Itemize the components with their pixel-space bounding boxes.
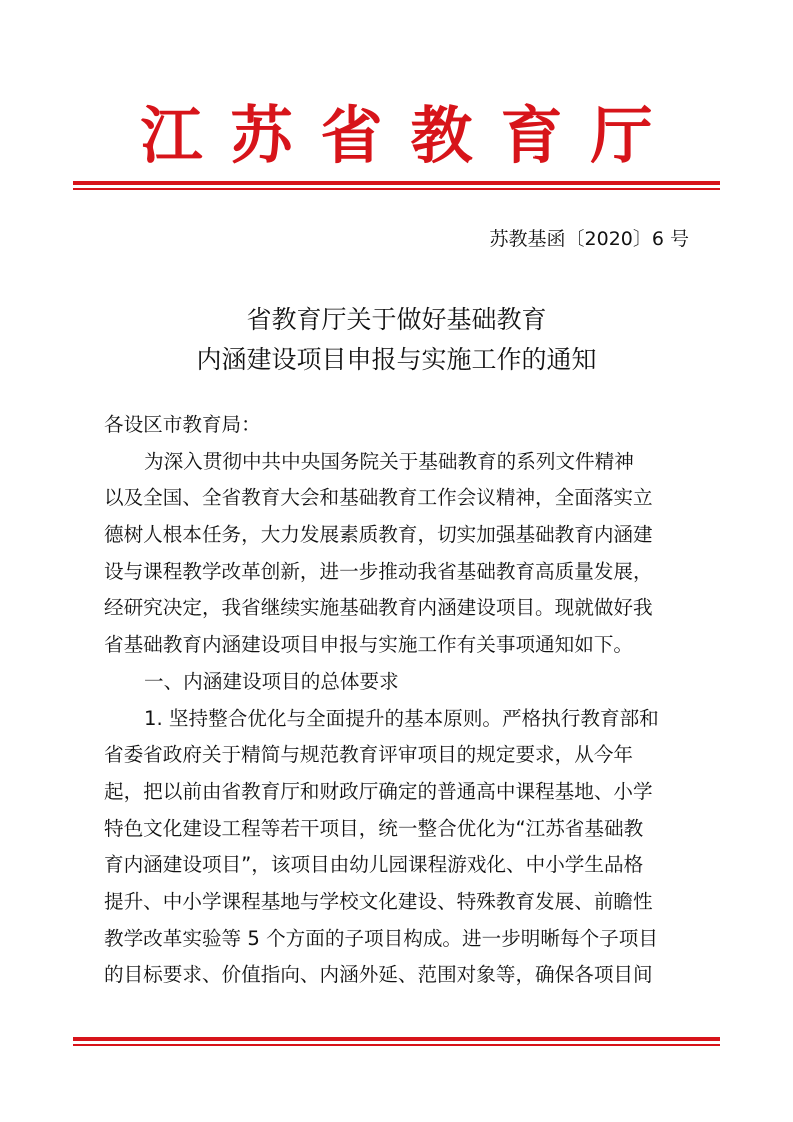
- body-line: 提升、中小学课程基地与学校文化建设、特殊教育发展、前瞻性: [104, 889, 653, 913]
- document-title: [0, 300, 793, 380]
- body-line: 经研究决定，我省继续实施基础教育内涵建设项目。现就做好我: [104, 596, 653, 620]
- header-divider-thick: [73, 181, 720, 185]
- document-number: 苏教基函〔2020〕6 号: [489, 228, 689, 250]
- document-title-line-2: 内涵建设项目申报与实施工作的通知: [196, 345, 597, 374]
- footer-divider-thick: [73, 1037, 720, 1041]
- footer-divider-thin: [73, 1044, 720, 1046]
- header-divider-thin: [73, 188, 720, 190]
- document-body: [104, 407, 704, 994]
- salutation: 各设区市教育局：: [104, 413, 261, 436]
- body-line: 省基础教育内涵建设项目申报与实施工作有关事项通知如下。: [104, 633, 634, 657]
- body-line: 以及全国、全省教育大会和基础教育工作会议精神，全面落实立: [104, 486, 653, 510]
- body-line: 起，把以前由省教育厅和财政厅确定的普通高中课程基地、小学: [104, 779, 653, 803]
- body-line: 为深入贯彻中共中央国务院关于基础教育的系列文件精神: [144, 449, 634, 473]
- section-heading: 一、内涵建设项目的总体要求: [144, 669, 399, 693]
- body-line: 育内涵建设项目”，该项目由幼儿园课程游戏化、中小学生品格: [104, 853, 644, 877]
- body-line: 德树人根本任务，大力发展素质教育，切实加强基础教育内涵建: [104, 523, 653, 547]
- body-line: 的目标要求、价值指向、内涵外延、范围对象等，确保各项目间: [104, 963, 653, 987]
- body-line: 特色文化建设工程等若干项目，统一整合优化为“江苏省基础教: [104, 816, 644, 840]
- body-line: 省委省政府关于精简与规范教育评审项目的规定要求，从今年: [104, 743, 634, 767]
- document-title-line-1: 省教育厅关于做好基础教育: [246, 305, 547, 334]
- body-line: 教学改革实验等 5 个方面的子项目构成。进一步明晰每个子项目: [104, 926, 658, 950]
- issuer-masthead: 江苏省教育厅: [140, 99, 681, 172]
- body-line: 1. 坚持整合优化与全面提升的基本原则。严格执行教育部和: [144, 706, 659, 730]
- body-line: 设与课程教学改革创新，进一步推动我省基础教育高质量发展，: [104, 559, 653, 583]
